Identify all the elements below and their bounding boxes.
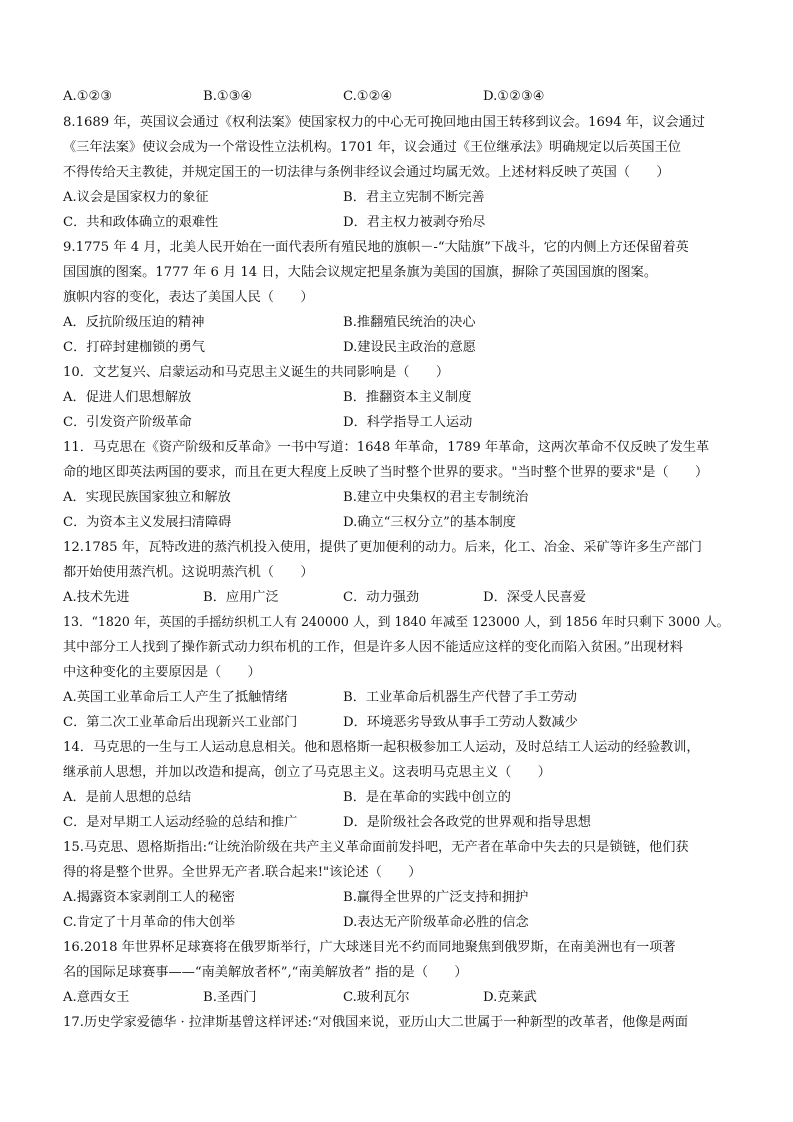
option-c: C.①②④ (343, 89, 393, 104)
question-11-stem-line: 11．马克思在《资产阶级和反革命》一书中写道：1648 年革命，1789 年革命，这两次革命不仅反映了发生革 (63, 440, 710, 455)
question-15-stem-line: 15.马克思、恩格斯指出:“让统治阶级在共产主义革命面前发抖吧，无产者在革命中失去的只是锁链，他们获 (63, 840, 689, 855)
option-a: A.技术先进 (63, 590, 130, 605)
option-c: C．打碎封建枷锁的勇气 (63, 340, 205, 355)
question-9-stem-line: 国国旗的图案。1777 年 6 月 14 日，大陆会议规定把星条旗为美国的国旗，摒除了英国国旗的图案。 (63, 265, 658, 280)
option-a: A．促进人们思想解放 (63, 390, 192, 405)
option-c: C.玻利瓦尔 (343, 990, 410, 1005)
option-a: A.英国工业革命后工人产生了抵触情绪 (63, 690, 288, 705)
option-a: A.议会是国家权力的象征 (63, 190, 209, 205)
question-13-stem-line: 其中部分工人找到了操作新式动力织布机的工作，但是许多人因不能适应这样的变化而陷入贫困。”出现材料 (63, 640, 683, 655)
option-d: D.①②③④ (483, 89, 545, 104)
question-12-stem-line: 12.1785 年，瓦特改进的蒸汽机投入使用，提供了更加便利的动力。后来，化工、冶金、采矿等许多生产部门 (63, 540, 702, 555)
option-c: C．为资本主义发展扫清障碍 (63, 515, 232, 530)
option-c: C．动力强劲 (343, 590, 420, 605)
question-15-stem-line: 得的将是整个世界。全世界无产者.联合起来!"该论述（ ） (63, 865, 422, 880)
option-b: B.建立中央集权的君主专制统治 (343, 490, 529, 505)
question-13-stem-line: 13．“1820 年，英国的手摇纺织机工人有 240000 人，到 1840 年减至 123000 人，到 1856 年时只剩下 3000 人。 (63, 614, 730, 629)
option-b: B.赢得全世界的广泛支持和拥护 (343, 890, 529, 905)
question-9-stem-line: 旗帜内容的变化，表达了美国人民（ ） (63, 290, 314, 305)
option-d: D.表达无产阶级革命必胜的信念 (343, 915, 529, 930)
option-b: B．应用广泛 (203, 590, 279, 605)
question-12-stem-line: 都开始使用蒸汽机。这说明蒸汽机（ ） (63, 565, 314, 580)
option-b: B．是在革命的实践中创立的 (343, 790, 511, 805)
question-13-stem-line: 中这种变化的主要原因是（ ） (63, 665, 261, 680)
question-10-stem-line: 10．文艺复兴、启蒙运动和马克思主义诞生的共同影响是（ ） (63, 365, 450, 380)
option-a: A.意西女王 (63, 990, 130, 1005)
option-a: A.揭露资本家剥削工人的秘密 (63, 890, 235, 905)
option-d: D．环境恶劣导致从事手工劳动人数减少 (343, 715, 578, 730)
option-d: D.确立“三权分立”的基本制度 (343, 515, 516, 530)
option-a: A．是前人思想的总结 (63, 790, 192, 805)
option-a: A．实现民族国家独立和解放 (63, 490, 231, 505)
option-c: C．是对早期工人运动经验的总结和推广 (63, 815, 298, 830)
option-b: B．君主立宪制不断完善 (343, 190, 485, 205)
question-11-stem-line: 命的地区即英法两国的要求，而且在更大程度上反映了当时整个世界的要求。"当时整个世界的要求"是（ ） (63, 465, 709, 480)
question-17-stem-line: 17.历史学家爱德华 · 拉津斯基曾这样评述:“对俄国来说，亚历山大二世属于一种新型的改革者，他像是两面 (63, 1015, 688, 1030)
option-b: B.推翻殖民统治的决心 (343, 315, 476, 330)
question-16-stem-line: 名的国际足球赛事——“南美解放者杯”,“南美解放者” 指的是（ ） (63, 965, 468, 980)
option-d: D．深受人民喜爱 (483, 590, 586, 605)
option-d: D．是阶级社会各政党的世界观和指导思想 (343, 815, 591, 830)
question-8-stem-line: 《三年法案》使议会成为一个常设性立法机构。1701 年，议会通过《王位继承法》明确规定以后英国王位 (63, 140, 681, 155)
question-14-stem-line: 继承前人思想，并加以改造和提高，创立了马克思主义。这表明马克思主义（ ） (63, 765, 551, 780)
option-c: C．共和政体确立的艰难性 (63, 215, 219, 230)
option-c: C.肯定了十月革命的伟大创举 (63, 915, 236, 930)
option-c: C．第二次工业革命后出现新兴工业部门 (63, 715, 298, 730)
option-c: C．引发资产阶级革命 (63, 415, 192, 430)
option-b: B.圣西门 (203, 990, 257, 1005)
question-8-stem-line: 不得传给天主教徒，并规定国王的一切法律与条例非经议会通过均属无效。上述材料反映了英国（ ） (63, 165, 670, 180)
option-a: A.①②③ (63, 89, 113, 104)
option-a: A．反抗阶级压迫的精神 (63, 315, 205, 330)
option-b: B.①③④ (203, 89, 253, 104)
option-b: B．工业革命后机器生产代替了手工劳动 (343, 690, 577, 705)
option-d: D.建设民主政治的意愿 (343, 340, 476, 355)
option-d: D．科学指导工人运动 (343, 415, 473, 430)
option-b: B．推翻资本主义制度 (343, 390, 472, 405)
question-14-stem-line: 14．马克思的一生与工人运动息息相关。他和恩格斯一起积极参加工人运动，及时总结工人运动的经验教训， (63, 740, 700, 755)
question-16-stem-line: 16.2018 年世界杯足球赛将在俄罗斯举行，广大球迷目光不约而同地聚焦到俄罗斯，在南美洲也有一项著 (63, 940, 676, 955)
option-d: D．君主权力被剥夺殆尽 (343, 215, 486, 230)
question-8-stem-line: 8.1689 年，英国议会通过《权利法案》使国家权力的中心无可挽回地由国王转移到议会。1694 年，议会通过 (63, 115, 705, 130)
question-9-stem-line: 9.1775 年 4 月，北美人民开始在一面代表所有殖民地的旗帜－-“大陆旗”下战斗，它的内侧上方还保留着英 (63, 240, 689, 255)
option-d: D.克莱武 (483, 990, 537, 1005)
